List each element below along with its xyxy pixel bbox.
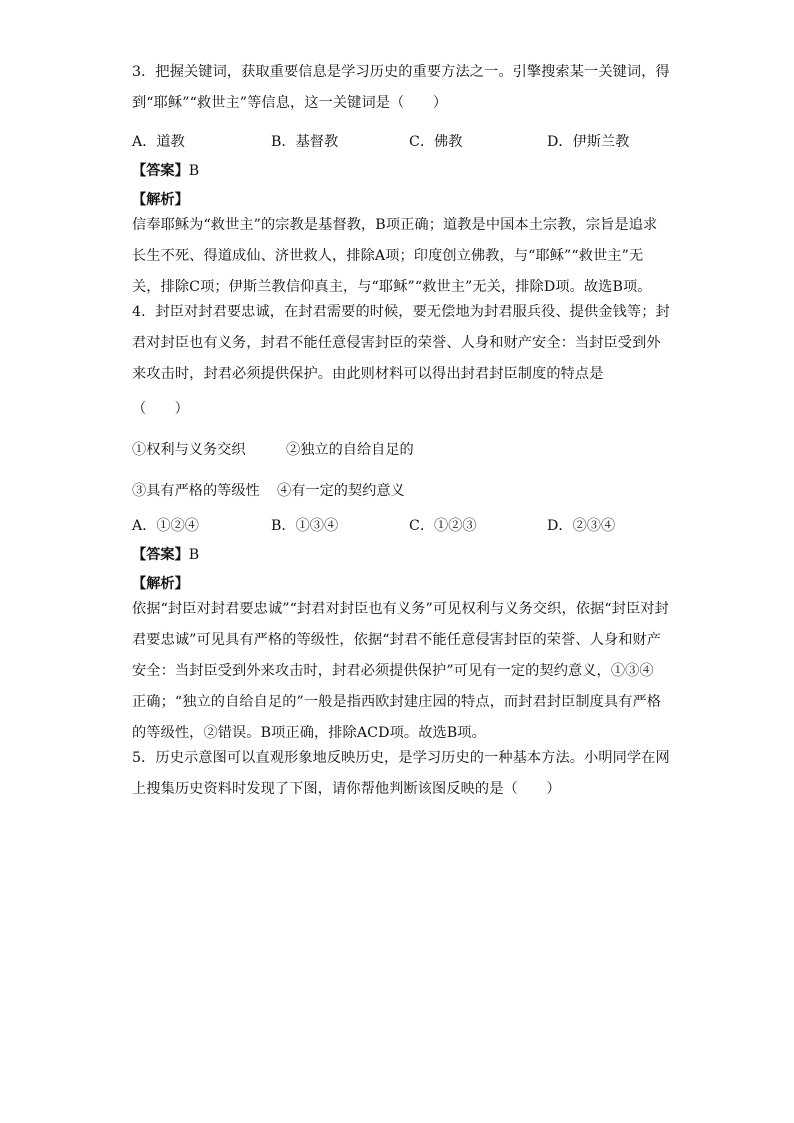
document-page (132, 62, 670, 810)
q3-stem-line-1: 3．把握关键词，获取重要信息是学习历史的重要方法之一。引擎搜索某一关键词，得 (132, 64, 670, 80)
q3-option-b: B．基督教 (271, 134, 339, 150)
q4-choice-4: ④有一定的契约意义 (277, 483, 405, 499)
q4-analysis-tag-text: 【解析】 (132, 576, 189, 592)
q4-option-c: C．①②③ (409, 518, 477, 534)
q4-choices-row-1 (132, 440, 662, 461)
q4-analysis-line-3: 安全：当封臣受到外来攻击时，封君必须提供保护”可见有一定的契约意义，①③④ (132, 663, 654, 679)
q4-option-d: D．②③④ (547, 518, 616, 534)
q4-options (132, 516, 662, 537)
q4-option-b: B．①③④ (271, 518, 339, 534)
q4-analysis-line-2: 君要忠诚”可见具有严格的等级性，依据“封君不能任意侵害封臣的荣誉、人身和财产 (132, 632, 662, 648)
q4-choice-3: ③具有严格的等级性 (132, 483, 260, 499)
q3-answer-tag: 【答案】 (132, 163, 189, 179)
q3-answer-value: B (188, 163, 200, 179)
q3-analysis-tag (132, 190, 662, 211)
q4-analysis-tag (132, 574, 662, 595)
q4-answer-value: B (188, 547, 200, 563)
q3-analysis-tag-text: 【解析】 (132, 192, 189, 208)
q5-stem-line-2: 上搜集历史资料时发现了下图，请你帮他判断该图反映的是（ ） (132, 781, 561, 797)
q4-option-a: A．①②④ (132, 518, 199, 534)
q3-answer (132, 161, 662, 182)
q4-analysis-line-5: 的等级性，②错误。B项正确，排除ACD项。故选B项。 (132, 725, 486, 741)
q4-stem-line-1: 4．封臣对封君要忠诚，在封君需要的时候，要无偿地为封君服兵役、提供金钱等；封 (132, 304, 670, 320)
q4-answer-tag: 【答案】 (132, 547, 189, 563)
q4-analysis-line-1: 依据“封臣对封君要忠诚”“封君对封臣也有义务”可见权利与义务交织，依据“封臣对封 (132, 601, 669, 617)
q4-stem-line-2: 君对封臣也有义务，封君不能任意侵害封臣的荣誉、人身和财产安全：当封臣受到外 (132, 335, 661, 351)
q3-stem-line-2: 到“耶稣”“救世主”等信息，这一关键词是（ ） (132, 95, 448, 111)
q4-stem-line-3: 来攻击时，封君必须提供保护。由此则材料可以得出封君封臣制度的特点是 (132, 366, 604, 382)
q3-option-d: D．伊斯兰教 (547, 134, 630, 150)
q3-options (132, 132, 662, 153)
q3-option-c: C．佛教 (409, 134, 463, 150)
q3-option-a: A．道教 (132, 134, 185, 150)
q4-choice-1: ①权利与义务交织 (132, 442, 246, 458)
q3-analysis-line-2: 长生不死、得道成仙、济世救人，排除A项；印度创立佛教，与“耶稣”“救世主”无 (132, 248, 644, 264)
q5-stem-line-1: 5．历史示意图可以直观形象地反映历史，是学习历史的一种基本方法。小明同学在网 (132, 750, 670, 766)
q4-choices-row-2 (132, 481, 662, 502)
q4-answer-blank: （ ） (132, 401, 189, 417)
q4-answer (132, 545, 662, 566)
q4-analysis-line-4: 正确；“独立的自给自足的”一般是指西欧封建庄园的特点，而封君封臣制度具有严格 (132, 694, 662, 710)
q3-analysis-line-3: 关，排除C项；伊斯兰教信仰真主，与“耶稣”“救世主”无关，排除D项。故选B项。 (132, 279, 652, 295)
q4-choice-2: ②独立的自给自足的 (286, 442, 414, 458)
q3-analysis-line-1: 信奉耶稣为“救世主”的宗教是基督教，B项正确；道教是中国本土宗教，宗旨是追求 (132, 217, 658, 233)
